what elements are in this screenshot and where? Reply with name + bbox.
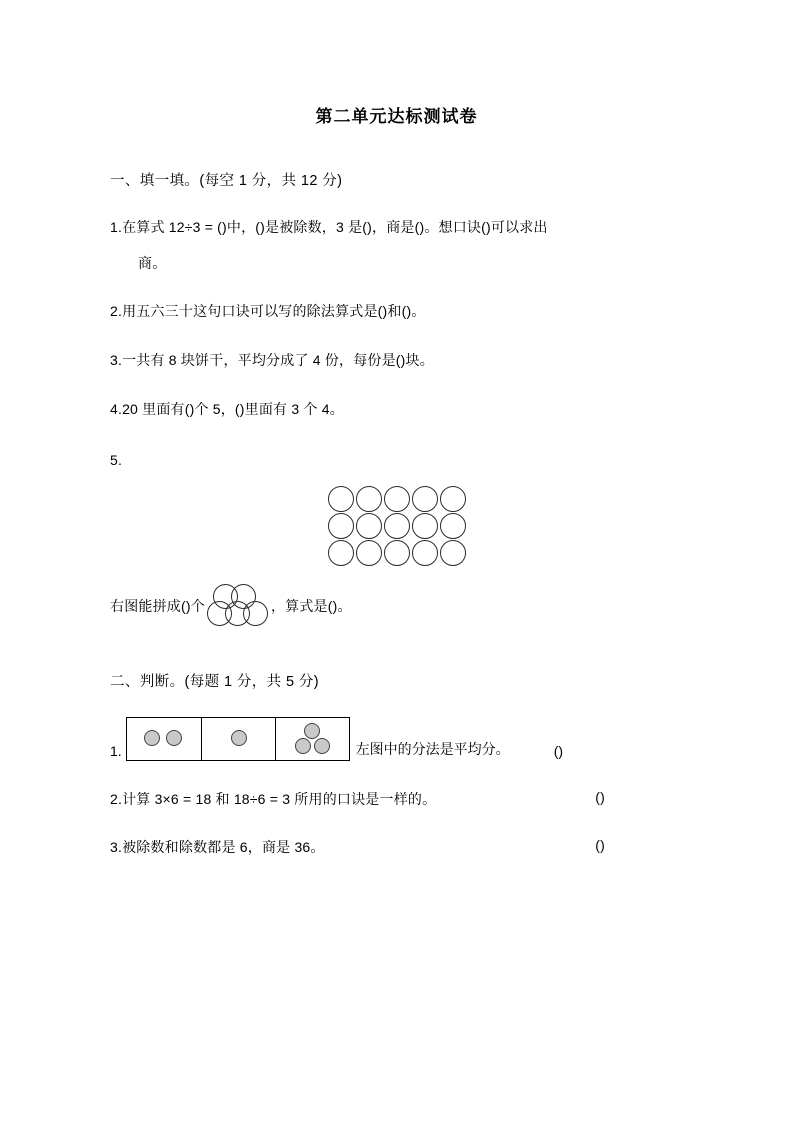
question-2-3-answer-paren[interactable]: ()	[595, 837, 605, 854]
circle	[243, 601, 268, 626]
question-1-5-line	[110, 584, 683, 628]
circle-array-row	[327, 540, 467, 566]
circle	[412, 486, 438, 512]
circle-array-row	[327, 486, 467, 512]
dot	[314, 738, 330, 754]
circle-array-figure	[110, 486, 683, 566]
box-cell	[127, 718, 201, 760]
question-2-1-number: 1.	[110, 743, 122, 760]
question-1-5-text-after: ，算式是()。	[270, 598, 352, 615]
question-2-1	[110, 717, 683, 761]
question-1-5-label: 5.	[110, 452, 123, 469]
box-cell	[275, 718, 349, 760]
dot	[144, 730, 160, 746]
dot	[231, 730, 247, 746]
circle	[412, 513, 438, 539]
question-2-1-text: 左图中的分法是平均分。	[355, 741, 510, 758]
circle-array-row	[327, 513, 467, 539]
circle	[356, 540, 382, 566]
question-1-5-text-before: 右图能拼成()个	[110, 598, 205, 615]
partition-box-figure	[126, 717, 350, 761]
box-cell	[201, 718, 275, 760]
question-2-2-text: 2.计算 3×6 = 18 和 18÷6 = 3 所用的口诀是一样的。	[110, 791, 437, 808]
question-1-2: 2.用五六三十这句口诀可以写的除法算式是()和()。	[110, 303, 426, 320]
section-heading-fill-blank: 一、填一填。(每空 1 分，共 12 分)	[110, 173, 343, 189]
circle	[328, 513, 354, 539]
dot	[304, 723, 320, 739]
question-2-2-answer-paren[interactable]: ()	[595, 789, 605, 806]
question-1-1-cont: 商。	[138, 254, 167, 271]
question-1-1: 1.在算式 12÷3 = ()中，()是被除数，3 是()，商是()。想口诀()可以求出	[110, 219, 548, 235]
circle	[440, 486, 466, 512]
circle	[356, 513, 382, 539]
question-2-1-answer-paren[interactable]: ()	[553, 743, 564, 760]
page-title: 第二单元达标测试卷	[315, 107, 478, 126]
circle	[328, 540, 354, 566]
question-2-3-text: 3.被除数和除数都是 6，商是 36。	[110, 839, 325, 856]
circle	[384, 486, 410, 512]
circle	[328, 486, 354, 512]
circle	[440, 540, 466, 566]
circle	[384, 513, 410, 539]
dot	[295, 738, 311, 754]
question-2-2	[110, 789, 683, 809]
circle	[440, 513, 466, 539]
circle	[384, 540, 410, 566]
question-1-3: 3.一共有 8 块饼干，平均分成了 4 份，每份是()块。	[110, 352, 434, 369]
question-2-3	[110, 837, 683, 857]
section-heading-judgement: 二、判断。(每题 1 分，共 5 分)	[110, 674, 319, 691]
dot	[166, 730, 182, 746]
flower-circles-figure	[207, 584, 269, 628]
circle	[412, 540, 438, 566]
question-1-4: 4.20 里面有()个 5，()里面有 3 个 4。	[110, 400, 344, 417]
circle	[356, 486, 382, 512]
